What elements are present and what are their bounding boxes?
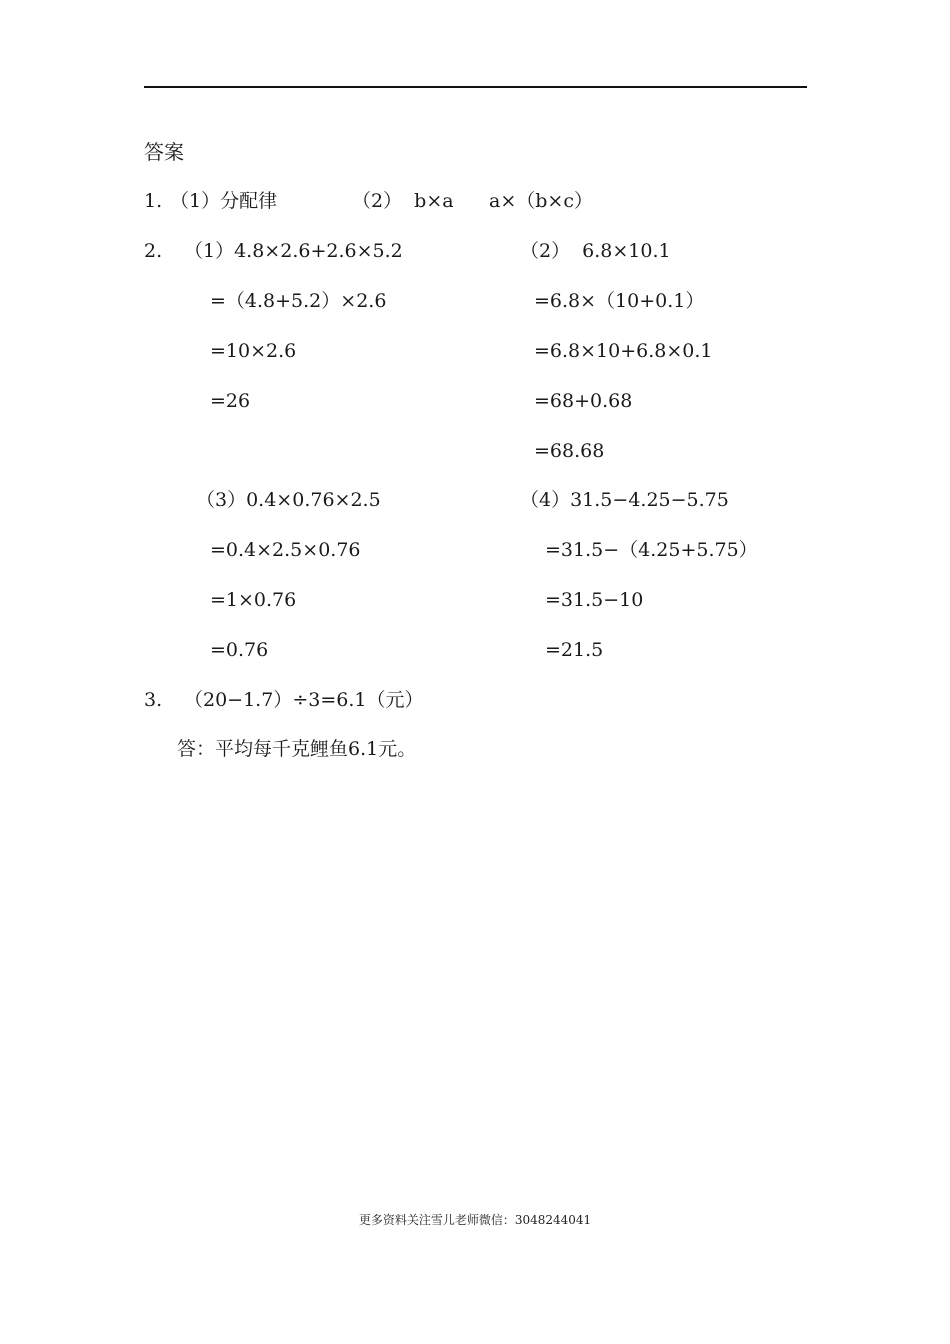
q2-p4-line1: =31.5−（4.25+5.75） <box>545 539 758 561</box>
q3-expression: （20−1.7）÷3=6.1（元） <box>184 689 424 711</box>
q2-p3-line2: =1×0.76 <box>210 589 297 611</box>
q2-p2-line1: =6.8×（10+0.1） <box>534 290 705 312</box>
q2-p1-line0: （1）4.8×2.6+2.6×5.2 <box>184 240 403 262</box>
q2-p1-line2: =10×2.6 <box>210 340 297 362</box>
q1-part1: （1）分配律 <box>170 190 278 212</box>
q2-p1-line1: =（4.8+5.2）×2.6 <box>210 290 387 312</box>
answer-heading: 答案 <box>144 140 184 164</box>
q1-part3: a×（b×c） <box>489 190 593 212</box>
q3-answer: 答：平均每千克鲤鱼6.1元。 <box>177 738 417 760</box>
q2-p4-line2: =31.5−10 <box>545 589 644 611</box>
q2-p4-line0: （4）31.5−4.25−5.75 <box>520 489 729 511</box>
q2-p3-line1: =0.4×2.5×0.76 <box>210 539 361 561</box>
q2-p2-line3: =68+0.68 <box>534 390 633 412</box>
q1-part2: （2） b×a <box>352 190 454 212</box>
q2-p2-line0: （2） 6.8×10.1 <box>520 240 671 262</box>
q2-number: 2. <box>144 240 163 262</box>
footer-note: 更多资料关注雪儿老师微信：3048244041 <box>358 1213 592 1227</box>
q2-p3-line0: （3）0.4×0.76×2.5 <box>196 489 381 511</box>
q2-p2-line4: =68.68 <box>534 440 605 462</box>
header-rule <box>144 86 807 88</box>
q2-p1-line3: =26 <box>210 390 251 412</box>
q2-p2-line2: =6.8×10+6.8×0.1 <box>534 340 713 362</box>
q2-p4-line3: =21.5 <box>545 639 604 661</box>
q1-number: 1. <box>144 190 163 212</box>
q2-p3-line3: =0.76 <box>210 639 269 661</box>
q3-number: 3. <box>144 689 163 711</box>
